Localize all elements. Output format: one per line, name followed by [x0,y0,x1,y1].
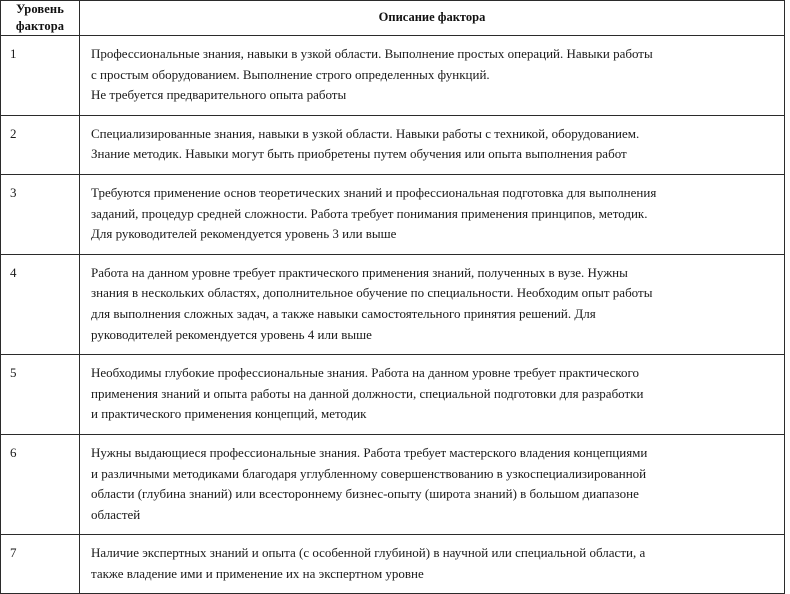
table-row [1,174,785,254]
description-line: и практического применения концепций, методик [91,406,367,422]
cell-factor-level: 2 [1,115,80,174]
description-line: также владение ими и применение их на экспертном уровне [91,565,424,581]
table-row [1,115,785,174]
column-header-factor-level-line2: фактора [15,19,65,33]
description-line: области (глубина знаний) или всестороннему бизнес-опыту (широта знаний) в большом диапазоне [91,486,639,502]
description-line: Для руководителей рекомендуется уровень 3 или выше [91,226,397,242]
description-line: Профессиональные знания, навыки в узкой области. Выполнение простых операций. Навыки работы [91,46,653,61]
cell-factor-description [80,174,785,254]
cell-factor-level: 4 [1,254,80,354]
description-line: Требуются применение основ теоретических знаний и профессиональная подготовка для выполнения [91,184,657,200]
table-row [1,535,785,594]
column-header-factor-level [1,1,80,36]
description-line: Специализированные знания, навыки в узкой области. Навыки работы с техникой, оборудованием. [91,125,640,141]
description-line: с простым оборудованием. Выполнение строго определенных функций. [91,66,490,82]
table-body [1,36,785,594]
cell-factor-description [80,434,785,534]
cell-factor-description [80,254,785,354]
description-line: и различными методиками благодаря углубленному совершенствованию в узкоспециализированной [91,465,647,481]
description-line: применения знаний и опыта работы на данной должности, специальной подготовки для разработки [91,385,644,401]
description-line: Работа на данном уровне требует практического применения знаний, полученных в вузе. Нужны [91,264,628,280]
description-line: руководителей рекомендуется уровень 4 или выше [91,326,372,342]
column-header-factor-description: Описание фактора [80,1,785,36]
table-row [1,355,785,435]
table-row [1,36,785,116]
cell-factor-level: 1 [1,36,80,116]
description-line: Необходимы глубокие профессиональные знания. Работа на данном уровне требует практического [91,365,640,381]
cell-factor-description [80,535,785,594]
description-line: Знание методик. Навыки могут быть приобретены путем обучения или опыта выполнения работ [91,146,627,162]
description-line: заданий, процедур средней сложности. Работа требует понимания применения принципов, методик. [91,205,648,221]
description-line: областей [91,506,141,522]
cell-factor-description [80,115,785,174]
description-line: Нужны выдающиеся профессиональные знания. Работа требует мастерского владения концепциями [91,444,648,460]
description-line: Не требуется предварительного опыта работы [91,87,347,103]
description-line: знания в нескольких областях, дополнительное обучение по специальности. Необходим опыт работы [91,285,653,301]
table-row [1,254,785,354]
cell-factor-level: 7 [1,535,80,594]
table-header [1,1,785,36]
cell-factor-level: 5 [1,355,80,435]
cell-factor-description [80,36,785,116]
description-line: Наличие экспертных знаний и опыта (с особенной глубиной) в научной или специальной области, а [91,545,646,561]
column-header-factor-level-line1: Уровень [16,2,64,16]
cell-factor-level: 3 [1,174,80,254]
cell-factor-description [80,355,785,435]
cell-factor-level: 6 [1,434,80,534]
table-row [1,434,785,534]
table-header-row [1,1,785,36]
description-line: для выполнения сложных задач, а также навыки самостоятельного принятия решений. Для [91,305,596,321]
